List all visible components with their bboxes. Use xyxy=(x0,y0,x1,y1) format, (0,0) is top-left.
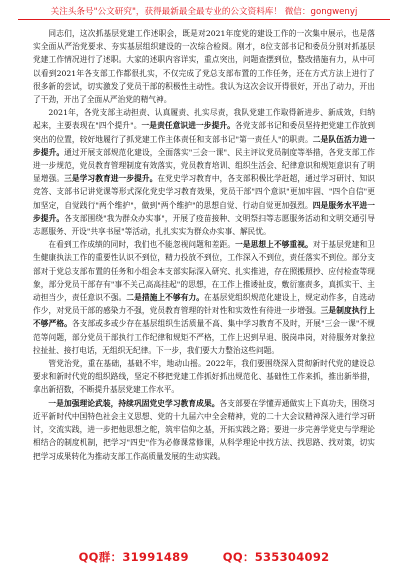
paragraph-task-one xyxy=(33,397,375,463)
point-three-heading: 三是学习教育进一步提升。 xyxy=(64,174,158,184)
footer-qq-group: QQ群：31991489 xyxy=(78,550,189,564)
header-banner-text: 关注头条号"公文研究"，获得最新最全最专业的公文资料库！ 微信：gongwenyj xyxy=(50,7,358,17)
point-one-heading: 一是责任意识进一步提升。 xyxy=(141,121,235,131)
header-divider xyxy=(18,19,390,20)
footer-qq: QQ：535304092 xyxy=(222,550,330,564)
task-one-heading: 一是加强理论武装，持续巩固党史学习教育成果。 xyxy=(48,398,220,408)
paragraph-plan: 管党治党，重在基础，基础不牢，地动山摇。2022年，我们要围绕深入贯彻新时代党的建设总要求和新时代党的组织路线，坚定不移把党建工作抓好抓出规范化、基础性工作来抓，推出新举措，拿出新招数，不断提升基层党建工作水平。 xyxy=(33,359,375,395)
document-body xyxy=(33,27,375,532)
task-one-text: 各支部要在学懂弄通做实上下真功夫，围绕习近平新时代中国特色社会主义思想、党的十九届六中全会精神，党的二十大会议精神深入进行学习研讨，交流实践，进一步把他思想之舵，筑牢信仰之基，开拓实践之路；要进一步完善学党史与学理论相结合的制度机制，把学习"四史"作为必修课常修课，从科学理论中找方法、找思路、找对策，切实把学习成果转化为推动支部工作高质量发展的生动实践。 xyxy=(33,398,375,461)
header-banner xyxy=(0,0,408,24)
problem-two-text: 在基层党组织规范化建设上，规定动作多，自选动作少，对党员干部的感染力不强，党员教育管理的针对性和实效性有待进一步增强。 xyxy=(33,293,375,316)
problem-two-heading: 二是措施上不够有力。 xyxy=(126,293,205,303)
point-two-heading: 二是队伍活力进一步提升。 xyxy=(33,134,375,157)
point-four-text: 各支部围绕"我为群众办实事"，开展了疫苗接种、文明祭扫等志愿服务活动和文明交通引导志愿服务、开设"共享书屋"等活动，扎扎实实为群众办实事、解民忧。 xyxy=(33,213,375,237)
problem-three-text: 各支部或多或少存在基层组织生活质量不高、集中学习教育不及时，开展"三会一课"不规范等问题，部分党员干部执行工作纪律和规矩不严格，工作上迟到早退、脱岗串岗，对待服务对象拉拉扯扯、接打电话，无组织无纪律。下一步，我们要大力整治这些问题。 xyxy=(33,319,375,355)
achievements-lead: 2021年，各党支部主动担责、认真履责、扎实尽责，我队党建工作取得新进步、新成效，归纳起来，主要表现在"四个提升"。 xyxy=(33,108,375,131)
problem-one-heading: 一是思想上不够重视。 xyxy=(235,240,313,250)
paragraph-achievements xyxy=(33,106,375,238)
problems-lead: 在看到工作成绩的同时，我们也不能忽视问题和差距。 xyxy=(48,240,236,250)
paragraph-problems xyxy=(33,238,375,357)
problem-one-text: 对于基层党建和卫生健康执法工作的重要性认识不到位，精力投放不到位，工作深入不到位，责任落实不到位。部分支部对于党总支部布置的任务和小组会本支部实际深入研究、扎实推进，存在照搬照抄、应付检查等现象，部分党员干部存有"事不关己高高挂起"的思想，在工作上推诿扯皮，敷衍塞责多，真抓实干、主动担当少，责任意识不强。 xyxy=(33,240,375,303)
point-three-text: 在党史学习教育中，各支部积极比学赶超，通过学习研讨、知识竞答、支部书记讲党课等形式深化党史学习教育效果，党员干部"四个意识"更加牢固、"四个自信"更加坚定，自觉践行"两个维护"，做到"两个维护"的思想自觉、行动自觉更加强烈。 xyxy=(33,174,375,210)
point-one-text: 各党支部书记和委员坚持把党建工作放到突出的位置，较好地履行了抓党建工作主体责任和支部书记"第一责任人"的职责。 xyxy=(33,121,375,144)
point-four-heading: 四是服务水平进一步提升。 xyxy=(33,200,375,223)
problem-three-heading: 三是制度执行上不够严格。 xyxy=(33,306,375,329)
footer-banner xyxy=(0,546,408,566)
point-two-text: 通过开展支部规范化建设，全面落实"三会一课"、民主评议党员制度等举措，各党支部工作进一步规范，党员教育管理制度有效落实，党员教育培训、组织生活会、纪律意识和规矩意识有了明显增强。 xyxy=(33,147,375,184)
paragraph-intro: 同志们，这次抓基层党建工作述职会，既是对2021年度党的建设工作的一次集中展示，也是落实全面从严治党要求、夯实基层组织建设的一次综合检阅。刚才，8位支部书记和委员分别对抓基层党建工作情况进行了述职。大家的述职内容详实，重点突出，问题查摆到位，整改措施有力，从中可以看到2021年各支部工作都很扎实，不仅完成了党总支部布置的工作任务，还在方式方法上进行了很多新的尝试，切实激发了党员干部的积极性主动性。我认为这次会议开得很好，开出了动力，开出了干劲，开出了全面从严治党的精气神。 xyxy=(33,29,375,105)
